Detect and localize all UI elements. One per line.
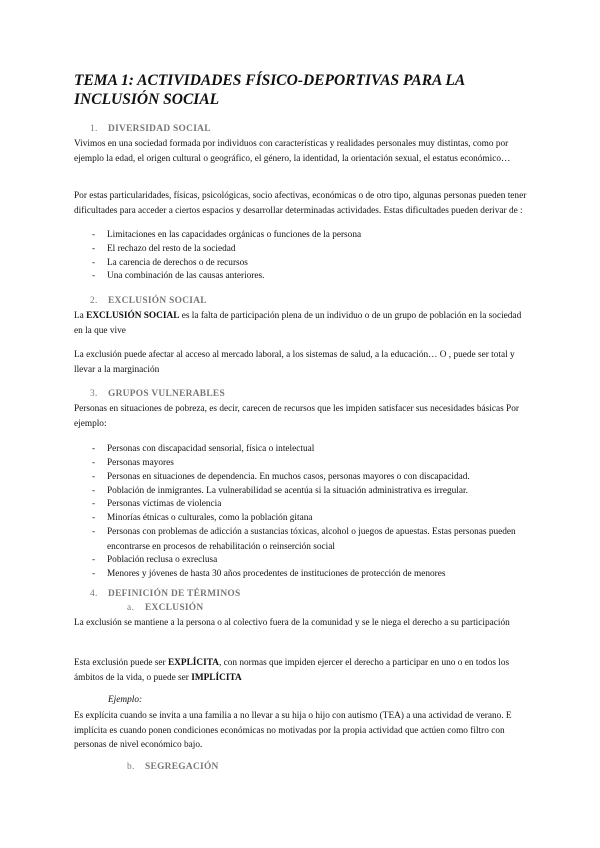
list-item: - Personas víctimas de violencia [92, 499, 222, 509]
list-item: - Una combinación de las causas anteriores. [92, 271, 265, 281]
section-heading-definicion [90, 589, 241, 599]
section-number: 2. [90, 296, 98, 306]
list-item: - Personas con problemas de adicción a sustancias tóxicas, alcohol o juegos de apuestas. Estas personas pueden encontrarse en procesos de rehabilitación o reinserción social [92, 527, 516, 552]
subsection-letter: a. [127, 603, 135, 613]
list-item: - Personas con discapacidad sensorial, física o intelectual [92, 444, 315, 454]
keyword: IMPLÍCITA [191, 672, 242, 683]
list-item: - La carencia de derechos o de recursos [92, 258, 248, 268]
section-number: 3. [90, 389, 98, 399]
section-number: 4. [90, 589, 98, 599]
list-item: - Personas mayores [92, 458, 174, 468]
example-label: Ejemplo: [108, 695, 143, 705]
keyword: EXPLÍCITA [167, 658, 219, 668]
subsection-heading-exclusion [127, 603, 203, 613]
list-item: - El rechazo del resto de la sociedad [92, 244, 236, 254]
paragraph: Vivimos en una sociedad formada por individuos con características y realidades personales muy distintas, como por ejemplo la edad, el origen cultural o geográfico, el género, la identidad, la orientación sexual, el estatus económico… [74, 139, 511, 164]
section-heading-grupos-vulnerables [90, 389, 225, 399]
section-title: DEFINICIÓN DE TÉRMINOS [108, 589, 241, 599]
paragraph: Personas en situaciones de pobreza, es decir, carecen de recursos que les impiden satisfacer sus necesidades básicas Por ejemplo: [74, 404, 519, 429]
section-title: EXCLUSIÓN SOCIAL [108, 296, 207, 306]
document-title: TEMA 1: ACTIVIDADES FÍSICO-DEPORTIVAS PARA LA INCLUSIÓN SOCIAL [74, 72, 465, 108]
list-item: - Población reclusa o exreclusa [92, 555, 218, 565]
list-item: - Población de inmigrantes. La vulnerabilidad se acentúa si la situación administrativa es irregular. [92, 486, 468, 496]
subsection-heading-segregacion [127, 762, 219, 772]
paragraph: La exclusión se mantiene a la persona o al colectivo fuera de la comunidad y se le niega el derecho a su participación [74, 618, 510, 628]
list-item: - Minorías étnicas o culturales, como la población gitana [92, 513, 313, 523]
list-item: - Menores y jóvenes de hasta 30 años procedentes de instituciones de protección de menores [92, 569, 446, 579]
list-item: - Limitaciones en las capacidades orgánicas o funciones de la persona [92, 230, 362, 240]
section-heading-diversidad [90, 124, 211, 134]
keyword: EXCLUSIÓN SOCIAL [86, 311, 180, 321]
section-title: DIVERSIDAD SOCIAL [108, 124, 211, 134]
subsection-letter: b. [127, 762, 135, 772]
subsection-title: EXCLUSIÓN [145, 603, 204, 613]
section-title: GRUPOS VULNERABLES [108, 389, 225, 399]
subsection-title: SEGREGACIÓN [145, 762, 219, 772]
section-heading-exclusion-social [90, 296, 207, 306]
section-number: 1. [90, 124, 98, 134]
paragraph: Esta exclusión puede ser EXPLÍCITA, con normas que impiden ejercer el derecho a participar en uno o en todos los ámbitos de la vida, o puede ser IMPLÍCITA [74, 658, 510, 683]
paragraph: Por estas particularidades, físicas, psicológicas, socio afectivas, económicas o de otro tipo, algunas personas pueden tener dificultades para acceder a ciertos espacios y desarrollar determinadas actividades. Estas dificultades pueden derivar de : [74, 191, 527, 216]
paragraph: La exclusión puede afectar al acceso al mercado laboral, a los sistemas de salud, a la educación… O , puede ser total y llevar a la marginación [74, 350, 515, 375]
paragraph: Es explícita cuando se invita a una familia a no llevar a su hija o hijo con autismo (TEA) a una actividad de verano. E implícita es cuando ponen condiciones económicas no motivadas por la propia actividad que actúen como filtro con personas de nivel económico bajo. [74, 711, 512, 750]
list-item: - Personas en situaciones de dependencia. En muchos casos, personas mayores o con discapacidad. [92, 472, 470, 482]
paragraph: La EXCLUSIÓN SOCIAL es la falta de participación plena de un individuo o de un grupo de población en la sociedad en la que vive [74, 311, 522, 336]
